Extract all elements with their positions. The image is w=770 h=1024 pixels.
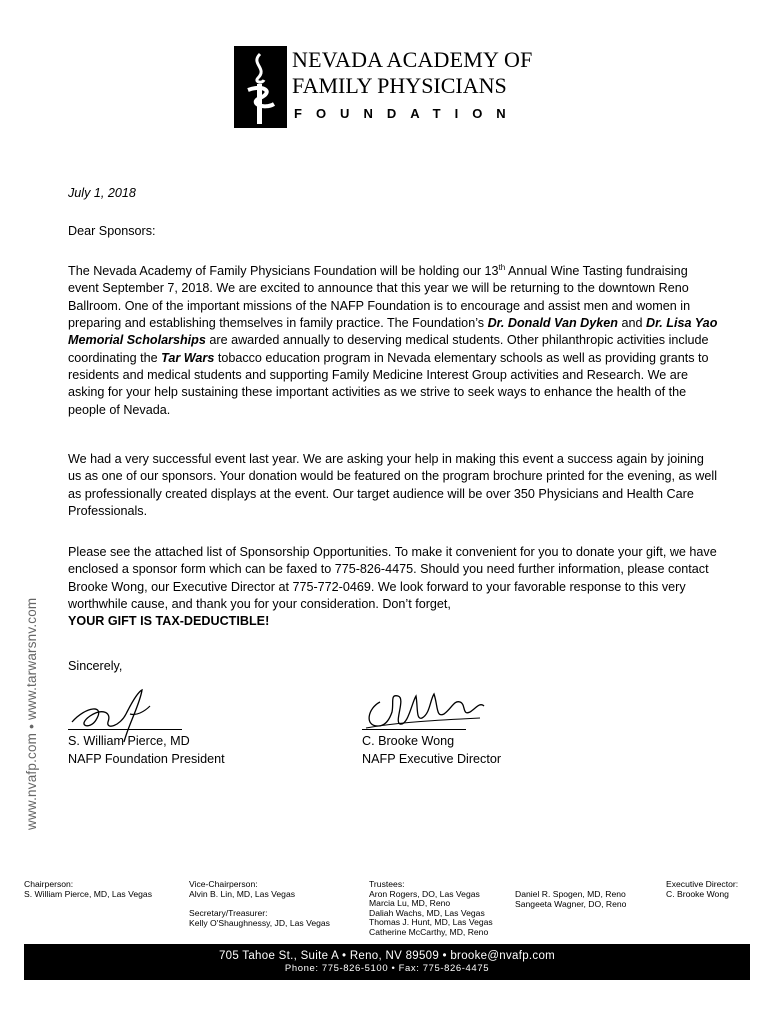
website-sidebar-text: www.nvafp.com • www.tarwarsnv.com bbox=[24, 597, 39, 830]
trustee: Sangeeta Wagner, DO, Reno bbox=[515, 898, 627, 909]
trustee: Marcia Lu, MD, Reno bbox=[369, 898, 451, 909]
trustee: Thomas J. Hunt, MD, Las Vegas bbox=[369, 917, 493, 928]
paragraph-2: We had a very successful event last year. We are asking your help in making this event a success again by joining us as one of our sponsors. Your donation would be featured on the program brochure printed for the evening, as well as professionally created displays at the event. Our target audience will be over 350 Physicians and Health Care Professionals. bbox=[68, 452, 717, 518]
signatory-2 bbox=[362, 732, 501, 768]
address-line: 705 Tahoe St., Suite A • Reno, NV 89509 • brooke@nvafp.com bbox=[218, 950, 556, 962]
closing: Sincerely, bbox=[68, 659, 123, 673]
paragraph-3: Please see the attached list of Sponsorship Opportunities. To make it convenient for you to donate your gift, we have enclosed a sponsor form which can be faxed to 775-826-4475. Should you need further information, please contact Brooke Wong, our Executive Director at 775-772-0469. We look forward to your favorable response to this very worthwhile cause, and thank you for your consideration. Don’t forget, YOUR GIFT IS TAX-DEDUCTIBLE! bbox=[68, 545, 717, 629]
foundation-logo bbox=[234, 46, 539, 128]
chair-name: S. William Pierce, MD, Las Vegas bbox=[24, 888, 152, 899]
vice-label: Vice-Chairperson: bbox=[189, 879, 258, 889]
trustee: Catherine McCarthy, MD, Reno bbox=[369, 926, 489, 937]
chair-label: Chairperson: bbox=[24, 879, 74, 889]
vice-name: Alvin B. Lin, MD, Las Vegas bbox=[189, 888, 296, 899]
chairperson-col bbox=[24, 880, 152, 899]
trustee: Daniel R. Spogen, MD, Reno bbox=[515, 889, 626, 899]
trustees-col-2 bbox=[515, 890, 626, 909]
trustees-col bbox=[369, 880, 493, 938]
exec-label: Executive Director: bbox=[666, 879, 739, 889]
org-name-line3: FOUNDATION bbox=[294, 106, 520, 121]
signatory-2-name: C. Brooke Wong bbox=[362, 734, 455, 748]
exec-director-col bbox=[666, 880, 738, 899]
contact-bar bbox=[24, 944, 750, 980]
trustees-label: Trustees: bbox=[369, 879, 405, 889]
signatory-1-name: S. William Pierce, MD bbox=[68, 734, 190, 748]
flame-staff-icon bbox=[234, 46, 287, 128]
officers-col bbox=[189, 880, 330, 928]
sec-name: Kelly O'Shaughnessy, JD, Las Vegas bbox=[189, 917, 330, 928]
signatory-2-title: NAFP Executive Director bbox=[362, 752, 502, 766]
signature-line-1 bbox=[68, 729, 182, 730]
letter-date: July 1, 2018 bbox=[68, 186, 136, 200]
phone-line: Phone: 775-826-5100 • Fax: 775-826-4475 bbox=[284, 963, 490, 974]
paragraph-1: The Nevada Academy of Family Physicians Foundation will be holding our 13th Annual Wine Tasting fundraising event September 7, 2018. We are excited to announce that this year we will be returning to the downtown Reno Ballroom. One of the important missions of the NAFP Foundation is to encourage and assist men and women in preparing and establishing themselves in family practice. The Foundation’s Dr. Donald Van Dyken and Dr. Lisa Yao Memorial Scholarships are awarded annually to deserving medical students. Other philanthropic activities include coordinating the Tar Wars tobacco education program in Nevada elementary schools as well as providing grants to residents and medical students and supporting Family Medicine Interest Group activities and Research. We are asking for your help sustaining these important activities as we strive to seek ways to enhance the health of the people of Nevada. bbox=[68, 263, 718, 417]
tax-deductible-note: YOUR GIFT IS TAX-DEDUCTIBLE! bbox=[68, 614, 270, 629]
trustee: Aron Rogers, DO, Las Vegas bbox=[369, 888, 480, 899]
exec-name: C. Brooke Wong bbox=[666, 888, 729, 899]
signatory-1 bbox=[68, 732, 225, 768]
org-name-line1: NEVADA ACADEMY OF bbox=[292, 47, 533, 72]
salutation: Dear Sponsors: bbox=[68, 224, 156, 238]
trustee: Daliah Wachs, MD, Las Vegas bbox=[369, 907, 485, 918]
org-name-line2: FAMILY PHYSICIANS bbox=[292, 73, 507, 98]
signature-line-2 bbox=[362, 729, 466, 730]
signatory-1-title: NAFP Foundation President bbox=[68, 752, 225, 766]
sec-label: Secretary/Treasurer: bbox=[189, 908, 268, 919]
